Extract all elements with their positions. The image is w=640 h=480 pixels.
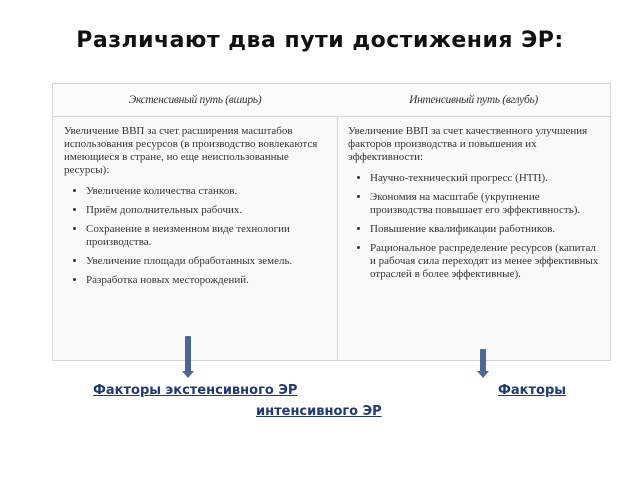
page-title: Различают два пути достижения ЭР: — [76, 28, 564, 53]
intensive-column — [337, 84, 610, 360]
intensive-header: Интенсивный путь (вглубь) — [337, 84, 610, 117]
comparison-table — [52, 83, 611, 361]
list-item: • Разработка новых месторождений. — [86, 274, 327, 287]
arrow-down-icon — [480, 349, 486, 372]
list-item: • Научно-технический прогресс (НТП). — [370, 172, 600, 185]
list-item: • Приём дополнительных рабочих. — [86, 204, 327, 217]
extensive-intro: Увеличение ВВП за счет расширения масштабов использования ресурсов (в производство вовлекаются имеющиеся в стране, но еще неиспользованные ресурсы): — [64, 125, 318, 176]
list-item: • Увеличение площади обработанных земель. — [86, 255, 327, 268]
intensive-list — [348, 172, 600, 281]
extensive-column — [53, 84, 338, 360]
list-item: • Повышение квалификации работников. — [370, 223, 600, 236]
intensive-body — [337, 117, 610, 281]
intensive-factors-link[interactable]: Факторы — [498, 383, 567, 398]
intensive-intro: Увеличение ВВП за счет качественного улучшения факторов производства и повышения их эффективности: — [348, 125, 588, 163]
list-item: • Сохранение в неизменном виде технологии производства. — [86, 223, 327, 249]
extensive-header: Экстенсивный путь (вширь) — [53, 84, 337, 117]
extensive-body — [53, 117, 337, 287]
extensive-list — [64, 185, 327, 287]
list-item: • Рациональное распределение ресурсов (капитал и рабочая сила переходят из менее эффективных отраслей в более эффективные). — [370, 242, 600, 281]
list-item: • Увеличение количества станков. — [86, 185, 327, 198]
intensive-factors-link-cont[interactable]: интенсивного ЭР — [256, 404, 382, 419]
extensive-factors-link[interactable]: Факторы экстенсивного ЭР — [93, 383, 298, 398]
list-item: • Экономия на масштабе (укрупнение производства повышает его эффективность). — [370, 191, 600, 217]
arrow-down-icon — [185, 336, 191, 372]
